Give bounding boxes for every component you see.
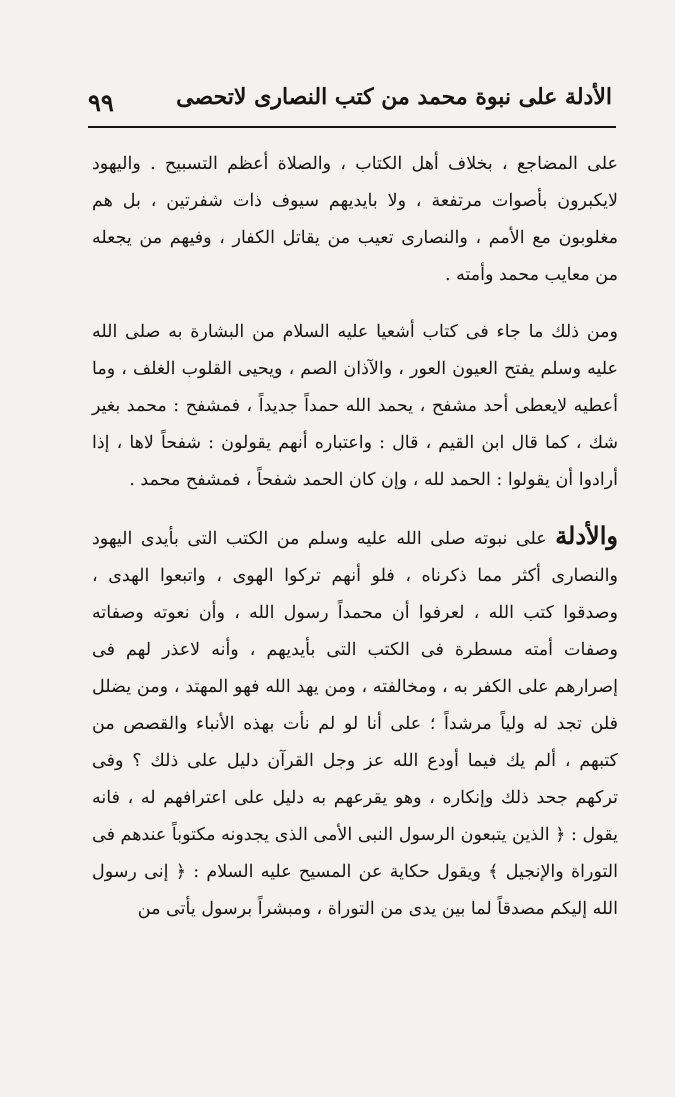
body-text [92,146,618,928]
paragraph-3-text: على نبوته صلى الله عليه وسلم من الكتب التى بأيدى اليهود والنصارى أكثر مما ذكرناه ، فلو أنهم تركوا الهوى ، واتبعوا الهدى ، وصدقوا كتب الله ، لعرفوا أن محمداً رسول الله ، وأن نعوته وصفاته وصفات أمته مسطرة فى الكتب التى بأيديهم ، وأنه لاعذر لهم فى إصرارهم على الكفر به ، ومخالفته ، ومن يهد الله فهو المهتد ، ومن يضلل فلن تجد له ولياً مرشداً ؛ على أنا لو لم نأت بهذه الأنباء والقصص من كتبهم ، ألم يك فيما أودع الله عز وجل القرآن دليل على ذلك ؟ وفى تركهم جحد ذلك وإنكاره ، وهو يقرعهم به دليل على اعترافهم له ، فانه يقول : ﴿ الذين يتبعون الرسول النبى الأمى الذى يجدونه مكتوباً عندهم فى التوراة والإنجيل ﴾ ويقول حكاية عن المسيح عليه السلام : ﴿ إنى رسول الله إليكم مصدقاً لما بين يدى من التوراة ، ومبشراً برسول يأتى من [92,529,618,919]
paragraph-2: ومن ذلك ما جاء فى كتاب أشعيا عليه السلام من البشارة به صلى الله عليه وسلم يفتح العيون العور ، والآذان الصم ، ويحيى القلوب الغلف ، وما أعطيه لايعطى أحد مشفح ، يحمد الله حمداً جديداً ، فمشفح : محمد بغير شك ، كما قال ابن القيم ، قال : واعتباره أنهم يقولون : شفحاً لاها ، إذا أرادوا أن يقولوا : الحمد لله ، وإن كان الحمد شفحاً ، فمشفح محمد . [92,322,618,490]
page-number: ٩٩ [88,88,114,117]
lead-word: والأدلة [555,521,618,550]
paragraph-3 [92,517,618,928]
header-title: الأدلة على نبوة محمد من كتب النصارى لاتحصى [176,84,612,110]
paragraph-spacer [92,499,618,517]
paragraph-spacer [92,294,618,314]
paragraph-1: على المضاجع ، بخلاف أهل الكتاب ، والصلاة أعظم التسبيح . واليهود لايكبرون بأصوات مرتفعة ، ولا بايديهم سيوف ذات شفرتين ، بل هم مغلوبون مع الأمم ، والنصارى تعيب من يقاتل الكفار ، وفيهم من يجعله من معايب محمد وأمته . [92,154,618,285]
running-header [88,72,612,128]
header-rule [88,126,616,128]
